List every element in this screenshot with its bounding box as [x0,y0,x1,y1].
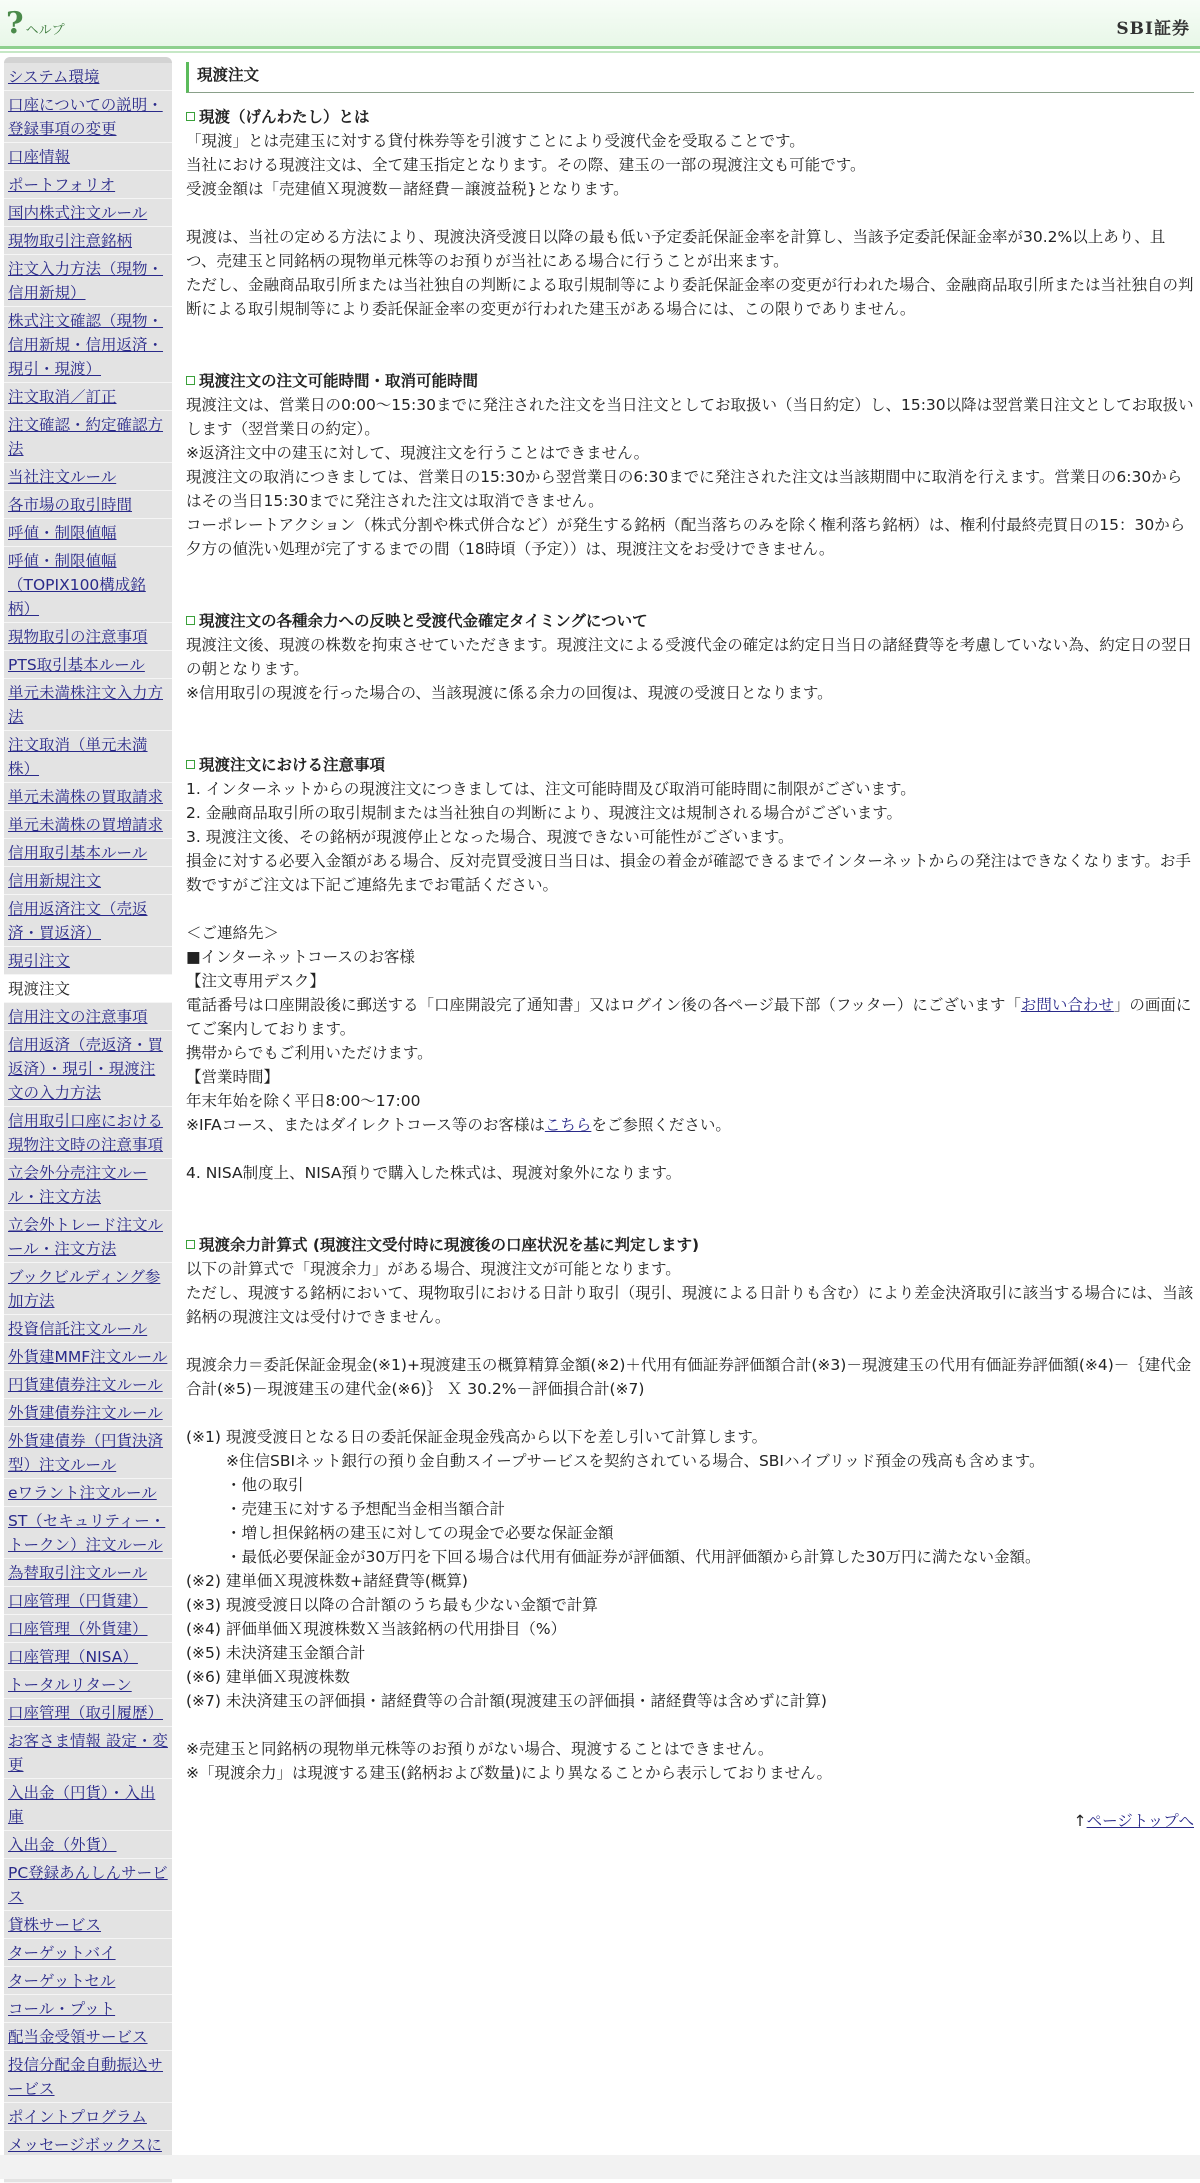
heading-text: 現渡注文の注文可能時間・取消可能時間 [199,372,479,390]
sidebar-item[interactable]: 単元未満株の買増請求 [4,811,172,839]
text: ※返済注文中の建玉に対して、現渡注文を行うことはできません。 [186,444,650,462]
text: ※売建玉と同銘柄の現物単元株等のお預りがない場合、現渡することはできません。 [186,1740,774,1758]
sidebar-item[interactable]: ポートフォリオ [4,171,172,199]
footnote: ・他の取引 [226,1476,304,1494]
footnote: (※6) 建単価Ｘ現渡株数 [186,1668,350,1686]
sidebar-item[interactable]: 立会外分売注文ルール・注文方法 [4,1159,172,1211]
text: ただし、金融商品取引所または当社独自の判断による取引規制等により委託保証金率の変更が行われた場合、金融商品取引所または当社独自の判断による取引規制等により委託保証金率の変更が行われた建玉がある場合には、この限りでありません。 [186,276,1194,318]
text: 当社における現渡注文は、全て建玉指定となります。その際、建玉の一部の現渡注文も可能です。 [186,156,866,174]
sidebar-item[interactable]: 口座管理（円貨建） [4,1587,172,1615]
sidebar-item[interactable]: ターゲットセル [4,1967,172,1995]
sidebar-item[interactable]: 口座管理（NISA） [4,1643,172,1671]
sidebar-item: 現渡注文 [4,975,172,1003]
text: 現渡注文の取消につきましては、営業日の15:30から翌営業日の6:30までに発注された注文は当該期間中に取消を行えます。営業日の6:30からはその当日15:30までに発注された注文は取消できません。 [186,468,1183,510]
sbi-logo: SBI証券 [1116,19,1190,39]
sidebar-item[interactable]: ポイントプログラム [4,2103,172,2131]
page-title: 現渡注文 [186,62,1194,93]
sidebar-item[interactable]: お客さま情報 設定・変更 [4,1727,172,1779]
section-order-time [186,369,1194,561]
sidebar-item[interactable]: 当社注文ルール [4,463,172,491]
list-item: 2. 金融商品取引所の取引規制または当社独自の判断により、現渡注文は規制される場合がございます。 [186,804,902,822]
footnote: ・最低必要保証金が30万円を下回る場合は代用有価証券が評価額、代用評価額から計算した30万円に満たない金額。 [226,1548,1041,1566]
text [186,1113,1194,1137]
sidebar-item[interactable]: 単元未満株注文入力方法 [4,679,172,731]
text: ※「現渡余力」は現渡する建玉(銘柄および数量)により異なることから表示しておりません。 [186,1764,833,1782]
text: ※信用取引の現渡を行った場合の、当該現渡に係る余力の回復は、現渡の受渡日となります。 [186,684,833,702]
list-item: 3. 現渡注文後、その銘柄が現渡停止となった場合、現渡できない可能性がございます。 [186,828,794,846]
text [186,993,1194,1041]
sidebar-item[interactable]: 信用返済（売返済・買返済）・現引・現渡注文の入力方法 [4,1031,172,1107]
sidebar-item[interactable]: コール・プット [4,1995,172,2023]
footnote: (※7) 未決済建玉の評価損・諸経費等の合計額(現渡建玉の評価損・諸経費等は含めずに計算) [186,1692,827,1710]
text: ※IFAコース、またはダイレクトコース等のお客様は [186,1116,545,1134]
text: 「現渡」とは売建玉に対する貸付株券等を引渡すことにより受渡代金を受取ることです。 [186,132,805,150]
text: コーポレートアクション（株式分割や株式併合など）が発生する銘柄（配当落ちのみを除く権利落ち銘柄）は、権利付最終売買日の15：30から夕方の値洗い処理が完了するまでの間（18時頃（予定））は、現渡注文をお受けできません。 [186,516,1186,558]
section-what-is [186,105,1194,321]
sidebar-item[interactable]: 外貨建債券注文ルール [4,1399,172,1427]
list-item: 4. NISA制度上、NISA預りで購入した株式は、現渡対象外になります。 [186,1164,682,1182]
sidebar-item[interactable]: 各市場の取引時間 [4,491,172,519]
sidebar-item[interactable]: 口座情報 [4,143,172,171]
header [0,0,1200,49]
heading-text: 現渡注文の各種余力への反映と受渡代金確定タイミングについて [199,612,648,630]
footnote: (※2) 建単価Ｘ現渡株数+諸経費等(概算) [186,1572,468,1590]
sidebar-item[interactable]: 投信分配金自動振込サービス [4,2051,172,2103]
text: 【営業時間】 [186,1068,280,1086]
square-bullet-icon [186,376,195,385]
sidebar-item[interactable]: 口座管理（外貨建） [4,1615,172,1643]
sidebar-item[interactable]: PC登録あんしんサービス [4,1859,172,1911]
section-reflection [186,609,1194,705]
here-link[interactable]: こちら [544,1116,592,1134]
sidebar-item[interactable]: 国内株式注文ルール [4,199,172,227]
sidebar-item[interactable]: 投資信託注文ルール [4,1315,172,1343]
footnote: (※5) 未決済建玉金額合計 [186,1644,366,1662]
sidebar-item[interactable]: 口座についての説明・登録事項の変更 [4,91,172,143]
help-icon: ? [6,6,24,41]
sidebar-item[interactable]: 信用注文の注意事項 [4,1003,172,1031]
sidebar [4,57,172,2183]
footnote: (※4) 評価単価Ｘ現渡株数Ｘ当該銘柄の代用掛目（%） [186,1620,567,1638]
contact-link[interactable]: お問い合わせ [1020,996,1114,1014]
text: 損金に対する必要入金額がある場合、反対売買受渡日当日は、損金の着金が確認できるまでインターネットからの発注はできなくなります。お手数ですがご注文は下記ご連絡先までお電話ください。 [186,852,1191,894]
sidebar-item[interactable]: 円貨建債券注文ルール [4,1371,172,1399]
sidebar-item[interactable]: 信用新規注文 [4,867,172,895]
square-bullet-icon [186,112,195,121]
heading-text: 現渡注文における注意事項 [199,756,386,774]
text: 受渡金額は「売建値Ｘ現渡数－諸経費－譲渡益税}となります。 [186,180,629,198]
sidebar-item[interactable]: 入出金（円貨）・入出庫 [4,1779,172,1831]
sidebar-item[interactable]: 立会外トレード注文ルール・注文方法 [4,1211,172,1263]
sidebar-item[interactable]: eワラント注文ルール [4,1479,172,1507]
text: 現渡は、当社の定める方法により、現渡決済受渡日以降の最も低い予定委託保証金率を計算し、当該予定委託保証金率が30.2%以上あり、且つ、売建玉と同銘柄の現物単元株等のお預りが当社にある場合に行うことが出来ます。 [186,228,1166,270]
square-bullet-icon [186,760,195,769]
text: 以下の計算式で「現渡余力」がある場合、現渡注文が可能となります。 [186,1260,681,1278]
heading-text: 現渡余力計算式 (現渡注文受付時に現渡後の口座状況を基に判定します) [199,1236,700,1254]
up-arrow-icon: ↑ [1073,1812,1087,1830]
section-heading [186,369,1194,393]
sidebar-item[interactable]: ST（セキュリティー・トークン）注文ルール [4,1507,172,1559]
text: 現渡注文は、営業日の0:00～15:30までに発注された注文を当日注文としてお取扱い（当日約定）し、15:30以降は翌営業日注文としてお取扱いします（翌営業日の約定）。 [186,396,1194,438]
sidebar-item[interactable]: 呼値・制限値幅 [4,519,172,547]
sidebar-item[interactable]: 現引注文 [4,947,172,975]
section-formula [186,1233,1194,1785]
sidebar-item[interactable]: 信用返済注文（売返済・買返済） [4,895,172,947]
footnote: ※住信SBIネット銀行の預り金自動スイープサービスを契約されている場合、SBIハイブリッド預金の残高も含めます。 [226,1452,1045,1470]
help-link[interactable] [6,6,65,41]
section-heading [186,1233,1194,1257]
help-label[interactable]: ヘルプ [25,23,65,38]
sidebar-item[interactable]: 注文確認・約定確認方法 [4,411,172,463]
sidebar-item[interactable]: 信用取引口座における現物注文時の注意事項 [4,1107,172,1159]
sidebar-item[interactable]: 入出金（外貨） [4,1831,172,1859]
text: 電話番号は口座開設後に郵送する「口座開設完了通知書」又はログイン後の各ページ最下部（フッター）にございます「 [186,996,1021,1014]
section-notes [186,753,1194,1185]
sidebar-item[interactable]: 外貨建MMF注文ルール [4,1343,172,1371]
text: 現渡注文後、現渡の株数を拘束させていただきます。現渡注文による受渡代金の確定は約定日当日の諸経費等を考慮していない為、約定日の翌日の朝となります。 [186,636,1193,678]
sidebar-item[interactable]: 為替取引注文ルール [4,1559,172,1587]
section-heading [186,753,1194,777]
text: 携帯からでもご利用いただけます。 [186,1044,433,1062]
footnote: ・増し担保銘柄の建玉に対しての現金で必要な保証金額 [226,1524,614,1542]
sidebar-item[interactable]: 単元未満株の買取請求 [4,783,172,811]
sidebar-item[interactable]: ターゲットバイ [4,1939,172,1967]
square-bullet-icon [186,1240,195,1249]
sidebar-item[interactable]: ブックビルディング参加方法 [4,1263,172,1315]
sidebar-item[interactable]: 口座管理（取引履歴） [4,1699,172,1727]
text: ただし、現渡する銘柄において、現物取引における日計り取引（現引、現渡による日計りも含む）により差金決済取引に該当する場合には、当該銘柄の現渡注文は受付けできません。 [186,1284,1194,1326]
sidebar-item[interactable]: 呼値・制限値幅（TOPIX100構成銘柄） [4,547,172,623]
sidebar-item[interactable]: 注文入力方法（現物・信用新規） [4,255,172,307]
list-item: 1. インターネットからの現渡注文につきましては、注文可能時間及び取消可能時間に制限がございます。 [186,780,916,798]
sidebar-item[interactable]: 現物取引の注意事項 [4,623,172,651]
square-bullet-icon [186,616,195,625]
heading-text: 現渡（げんわたし）とは [199,108,370,126]
sidebar-item[interactable]: 注文取消（単元未満株） [4,731,172,783]
sidebar-item[interactable]: 注文取消／訂正 [4,383,172,411]
text: 【注文専用デスク】 [186,972,325,990]
page-top-row [186,1809,1194,1833]
footnote: ・売建玉に対する予想配当金相当額合計 [226,1500,506,1518]
section-heading [186,609,1194,633]
text: ＜ご連絡先＞ [186,924,280,942]
page-top-link[interactable]: ページトップへ [1086,1812,1194,1830]
sidebar-item[interactable]: 株式注文確認（現物・信用新規・信用返済・現引・現渡） [4,307,172,383]
footnote: (※3) 現渡受渡日以降の合計額のうち最も少ない金額で計算 [186,1596,598,1614]
sidebar-item[interactable]: 外貨建債券（円貨決済型）注文ルール [4,1427,172,1479]
sidebar-item[interactable]: システム環境 [4,63,172,91]
text: 」の画面にてご案内しております。 [186,996,1192,1038]
sidebar-item[interactable]: 信用取引基本ルール [4,839,172,867]
main-content [186,62,1194,1833]
footnote: (※1) 現渡受渡日となる日の委託保証金現金残高から以下を差し引いて計算します。 [186,1428,768,1446]
sidebar-item[interactable]: 現物取引注意銘柄 [4,227,172,255]
sidebar-item[interactable]: 貸株サービス [4,1911,172,1939]
sidebar-item[interactable]: 配当金受領サービス [4,2023,172,2051]
section-heading [186,105,1194,129]
text: をご参照ください。 [591,1116,731,1134]
sidebar-item[interactable]: メッセージボックスに [4,2131,172,2183]
text: ■インターネットコースのお客様 [186,948,415,966]
formula: 現渡余力＝委託保証金現金(※1)+現渡建玉の概算精算金額(※2)＋代用有価証券評価額合計(※3)－現渡建玉の代用有価証券評価額(※4)－｛建代金合計(※5)－現渡建玉の建代金(※6)｝ Ｘ 30.2%－評価損合計(※7) [186,1356,1192,1398]
sidebar-item[interactable]: PTS取引基本ルール [4,651,172,679]
footer-band [0,2155,1200,2179]
sidebar-item[interactable]: トータルリターン [4,1671,172,1699]
text: 年末年始を除く平日8:00～17:00 [186,1092,421,1110]
